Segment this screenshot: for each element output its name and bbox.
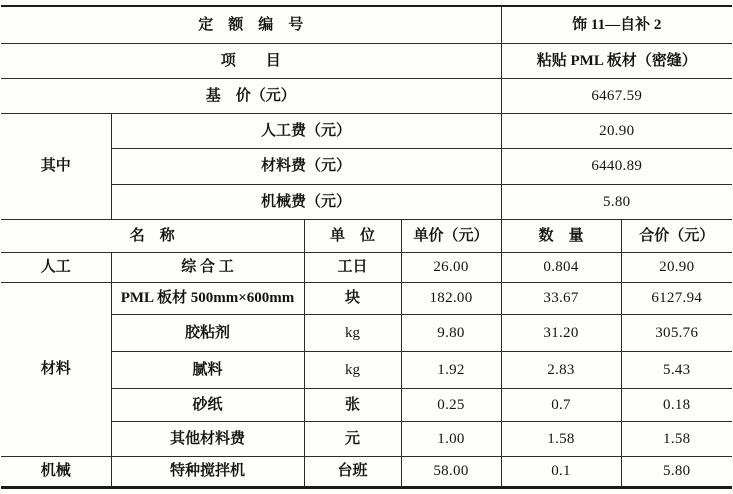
column-header-name: 名 称 [1, 219, 304, 252]
table-row [1, 43, 732, 78]
quota-number-value: 饰 11—自补 2 [501, 6, 732, 43]
table-row [1, 252, 732, 282]
table-row [1, 388, 732, 421]
labor-cost-value: 20.90 [501, 113, 732, 148]
item-total-price: 6127.94 [621, 282, 732, 314]
table-row [1, 351, 732, 388]
item-unit-price: 1.00 [401, 421, 501, 456]
machine-cost-label: 机械费（元） [111, 184, 501, 219]
item-quantity: 2.83 [501, 351, 621, 388]
item-name: 砂纸 [111, 388, 304, 421]
item-unit: 块 [304, 282, 401, 314]
table-row [1, 113, 732, 148]
item-unit: 元 [304, 421, 401, 456]
item-total-price: 1.58 [621, 421, 732, 456]
item-unit-price: 1.92 [401, 351, 501, 388]
project-value: 粘贴 PML 板材（密缝） [501, 43, 732, 78]
labor-cost-label: 人工费（元） [111, 113, 501, 148]
item-quantity: 0.1 [501, 456, 621, 487]
item-quantity: 0.7 [501, 388, 621, 421]
column-header-total-price: 合价（元） [621, 219, 732, 252]
machine-cost-value: 5.80 [501, 184, 732, 219]
quota-number-label: 定 额 编 号 [1, 6, 501, 43]
material-cost-value: 6440.89 [501, 148, 732, 184]
project-label: 项 目 [1, 43, 501, 78]
item-name: 胶粘剂 [111, 314, 304, 351]
item-name: 腻料 [111, 351, 304, 388]
item-total-price: 20.90 [621, 252, 732, 282]
item-name: PML 板材 500mm×600mm [111, 282, 304, 314]
item-unit-price: 0.25 [401, 388, 501, 421]
item-unit: 台班 [304, 456, 401, 487]
item-unit-price: 26.00 [401, 252, 501, 282]
item-total-price: 5.43 [621, 351, 732, 388]
base-price-label: 基 价（元） [1, 78, 501, 113]
column-header-unit-price: 单价（元） [401, 219, 501, 252]
table-row [1, 148, 732, 184]
among-category-cell: 其中 [1, 113, 111, 219]
table-row [1, 456, 732, 487]
table-row [1, 78, 732, 113]
item-unit: 工日 [304, 252, 401, 282]
item-name: 特种搅拌机 [111, 456, 304, 487]
column-header-quantity: 数 量 [501, 219, 621, 252]
base-price-value: 6467.59 [501, 78, 732, 113]
table-row [1, 314, 732, 351]
item-unit-price: 182.00 [401, 282, 501, 314]
table-row [1, 282, 732, 314]
item-name: 其他材料费 [111, 421, 304, 456]
item-total-price: 305.76 [621, 314, 732, 351]
item-quantity: 31.20 [501, 314, 621, 351]
item-total-price: 5.80 [621, 456, 732, 487]
item-unit: 张 [304, 388, 401, 421]
quota-table [1, 5, 732, 489]
material-cost-label: 材料费（元） [111, 148, 501, 184]
item-unit: kg [304, 314, 401, 351]
item-unit-price: 58.00 [401, 456, 501, 487]
machine-category-cell: 机械 [1, 456, 111, 487]
item-name: 综 合 工 [111, 252, 304, 282]
item-quantity: 0.804 [501, 252, 621, 282]
table-row [1, 421, 732, 456]
item-unit: kg [304, 351, 401, 388]
item-quantity: 33.67 [501, 282, 621, 314]
column-header-unit: 单 位 [304, 219, 401, 252]
labor-category-cell: 人工 [1, 252, 111, 282]
material-category-cell: 材料 [1, 282, 111, 456]
table-row [1, 6, 732, 43]
item-unit-price: 9.80 [401, 314, 501, 351]
item-total-price: 0.18 [621, 388, 732, 421]
table-row [1, 184, 732, 219]
table-header-row [1, 219, 732, 252]
item-quantity: 1.58 [501, 421, 621, 456]
